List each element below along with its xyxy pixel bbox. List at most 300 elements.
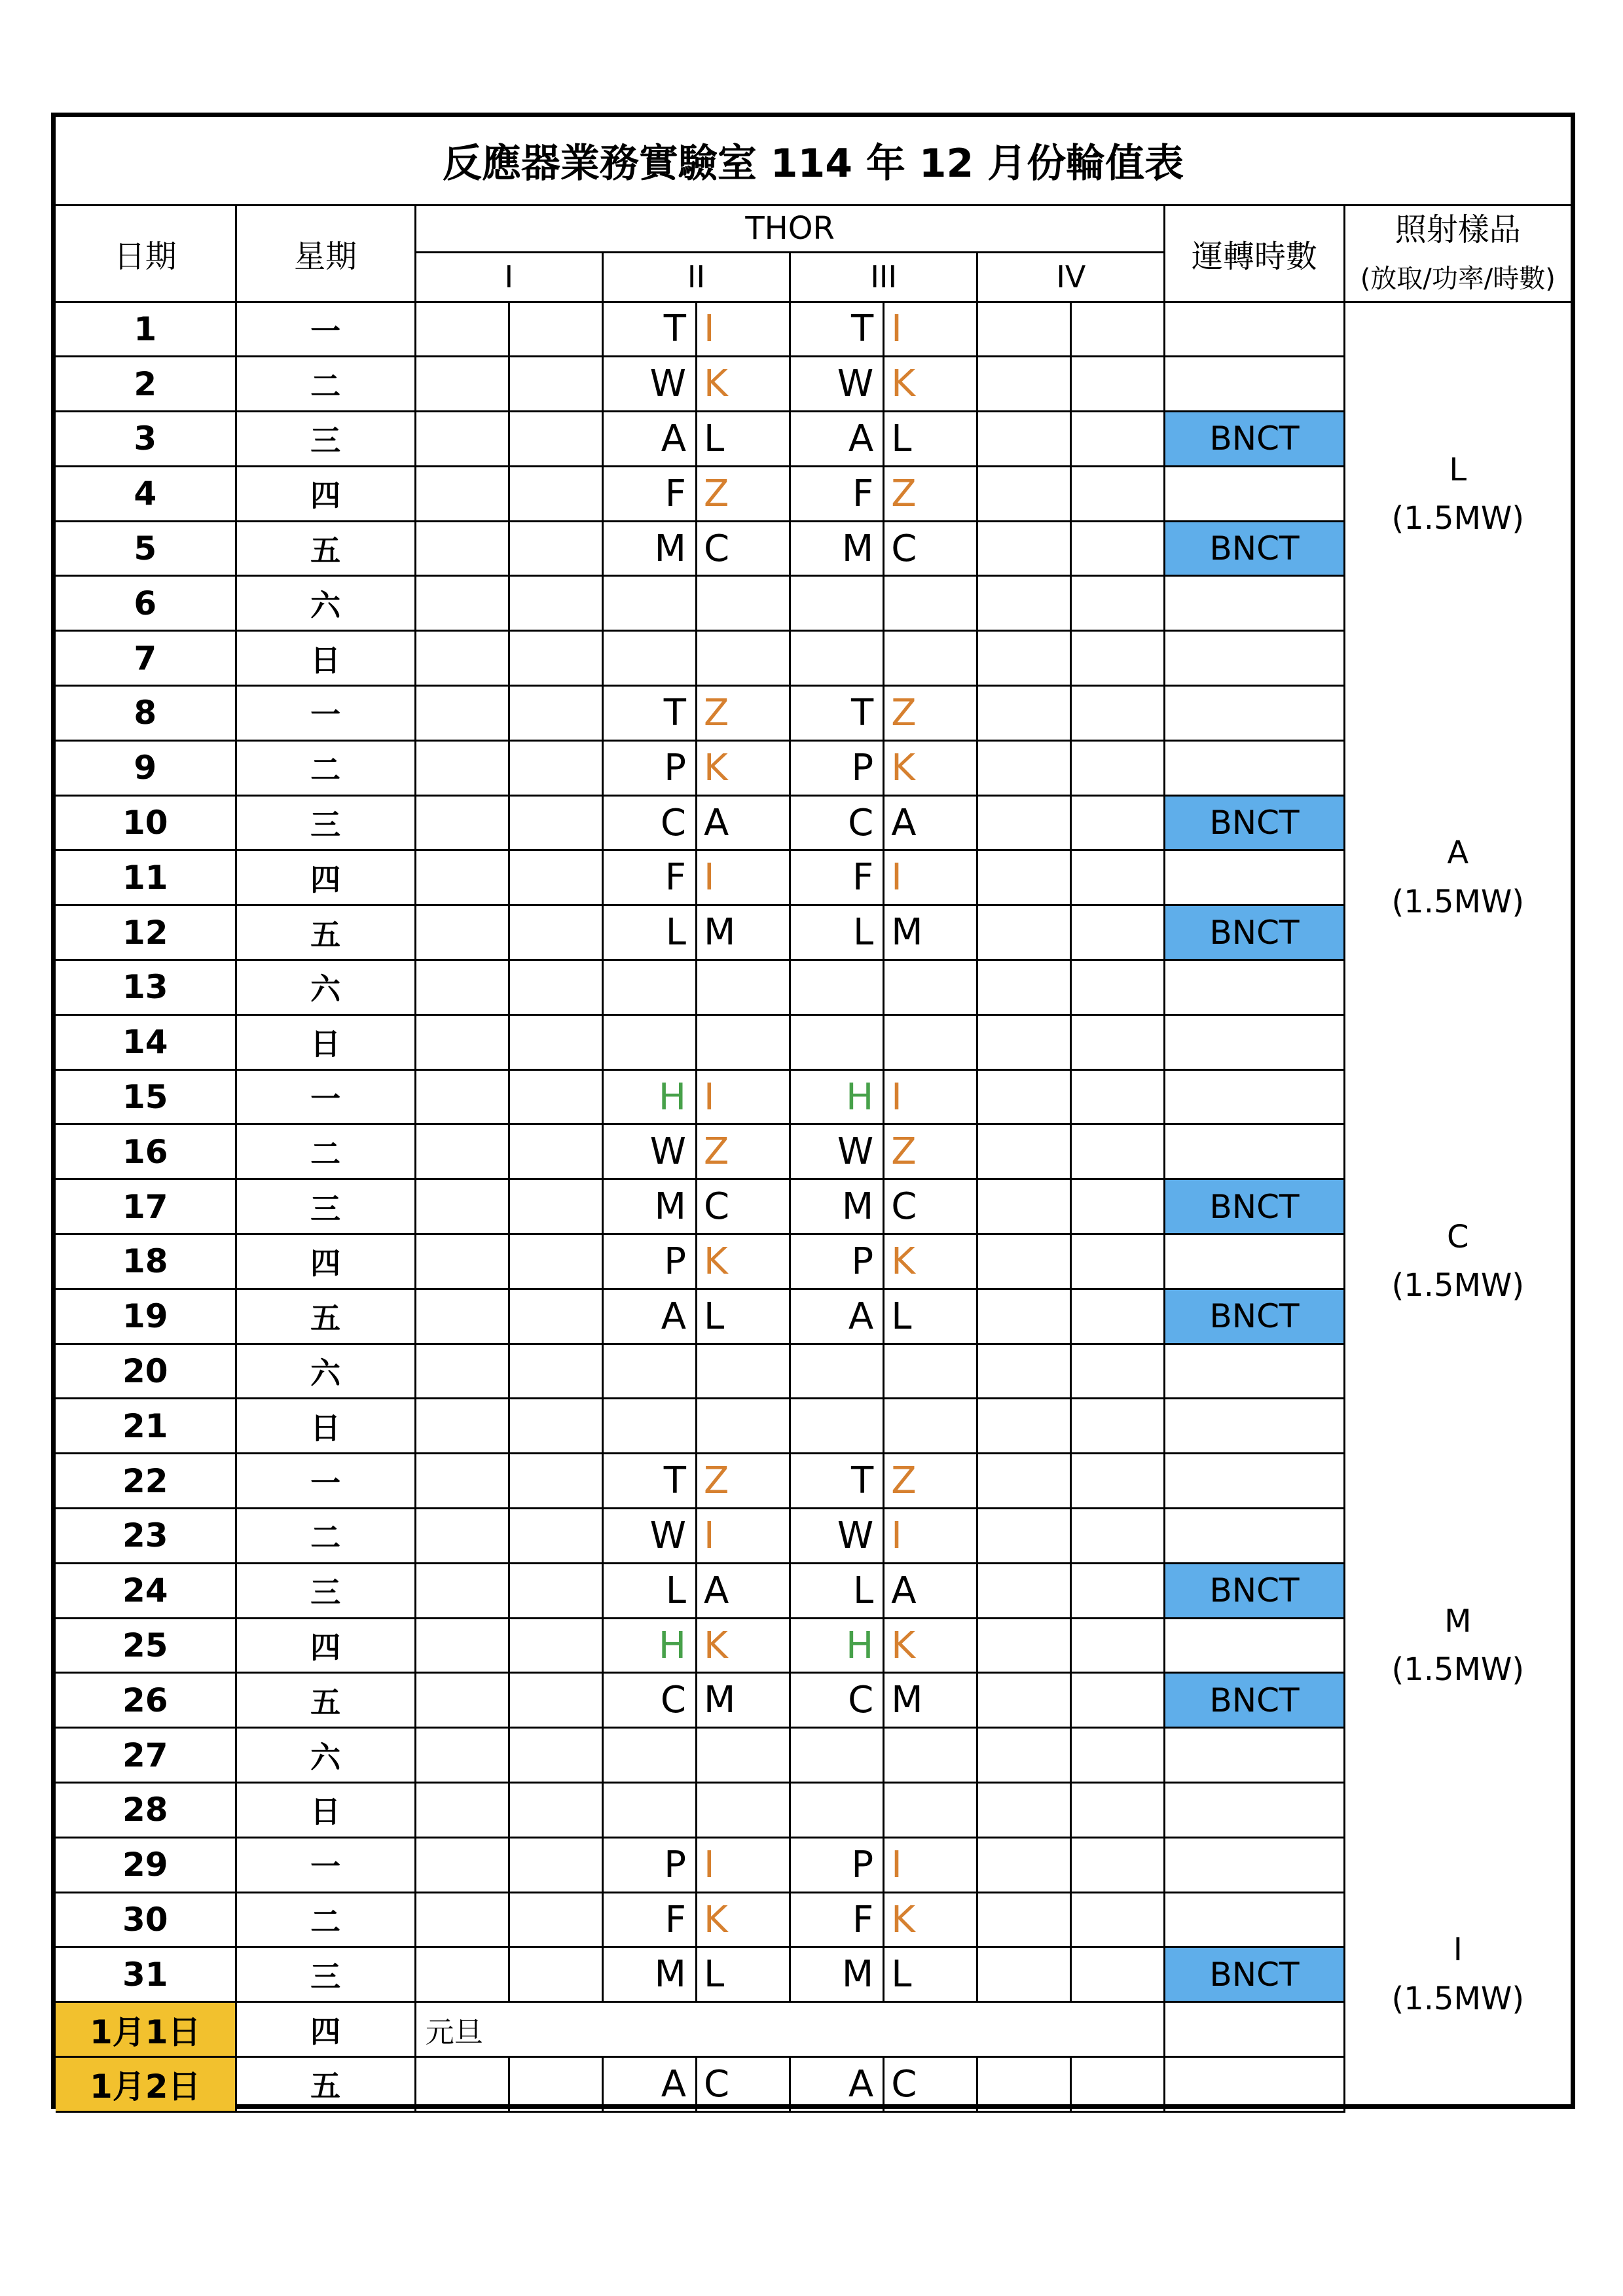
thor-iv-right-cell (1071, 1563, 1165, 1618)
thor-ii-left-cell: W (602, 1509, 696, 1564)
thor-i-left-cell (415, 1837, 509, 1892)
thor-iii-right-cell: K (884, 1234, 977, 1289)
thor-i-right-cell (509, 1947, 602, 2002)
thor-ii-right-cell (697, 1399, 790, 1454)
thor-iv-right-cell (1071, 631, 1165, 686)
hours-cell (1165, 2057, 1344, 2112)
sample-cell (1344, 302, 1571, 686)
date-cell: 23 (56, 1509, 236, 1564)
thor-iii-right-cell: M (884, 1673, 977, 1728)
thor-ii-right-cell: L (697, 412, 790, 467)
table-row (56, 1124, 1571, 1179)
thor-i-right-cell (509, 1892, 602, 1947)
hours-cell (1165, 1344, 1344, 1399)
thor-ii-left-cell: L (602, 905, 696, 960)
sample-name: I (1453, 1931, 1463, 1969)
thor-iii-right-cell: M (884, 905, 977, 960)
thor-i-left-cell (415, 905, 509, 960)
date-cell: 14 (56, 1014, 236, 1069)
header-sample-sub: (放取/功率/時數) (1360, 264, 1556, 294)
table-row (56, 1783, 1571, 1838)
thor-ii-right-cell (697, 1014, 790, 1069)
sample-cell (1344, 686, 1571, 1070)
thor-i-right-cell (509, 1783, 602, 1838)
thor-ii-left-cell: H (602, 1618, 696, 1673)
thor-iii-left-cell: M (790, 1179, 884, 1234)
thor-ii-right-cell (697, 631, 790, 686)
hours-cell (1165, 850, 1344, 905)
thor-iii-left-cell: F (790, 850, 884, 905)
thor-ii-right-cell: M (697, 905, 790, 960)
table-row (56, 1892, 1571, 1947)
thor-iii-left-cell: A (790, 412, 884, 467)
thor-iv-right-cell (1071, 1783, 1165, 1838)
bnct-badge: BNCT (1165, 1563, 1344, 1618)
thor-i-right-cell (509, 1673, 602, 1728)
thor-ii-right-cell: K (697, 1618, 790, 1673)
thor-i-right-cell (509, 576, 602, 631)
thor-ii-left-cell (602, 1783, 696, 1838)
thor-i-right-cell (509, 1509, 602, 1564)
thor-iii-left-cell (790, 576, 884, 631)
thor-iii-right-cell: Z (884, 686, 977, 741)
table-row (56, 1069, 1571, 1124)
thor-iv-left-cell (977, 1399, 1071, 1454)
thor-iv-left-cell (977, 1728, 1071, 1783)
header-sample-title: 照射樣品 (1395, 211, 1521, 248)
weekday-cell: 三 (236, 412, 415, 467)
table-row (56, 1509, 1571, 1564)
thor-iv-right-cell (1071, 466, 1165, 521)
thor-iv-right-cell (1071, 1234, 1165, 1289)
thor-i-left-cell (415, 1728, 509, 1783)
sample-power: (1.5MW) (1391, 1651, 1525, 1689)
thor-i-left-cell (415, 1344, 509, 1399)
thor-iii-right-cell: L (884, 412, 977, 467)
bnct-badge: BNCT (1165, 795, 1344, 850)
date-cell: 1月2日 (56, 2057, 236, 2112)
thor-iv-right-cell (1071, 686, 1165, 741)
thor-ii-left-cell: L (602, 1563, 696, 1618)
thor-iv-right-cell (1071, 1618, 1165, 1673)
thor-iii-left-cell: A (790, 2057, 884, 2112)
thor-i-right-cell (509, 1014, 602, 1069)
thor-iv-right-cell (1071, 1673, 1165, 1728)
hours-cell (1165, 1783, 1344, 1838)
thor-ii-right-cell: K (697, 357, 790, 412)
thor-i-right-cell (509, 1618, 602, 1673)
thor-i-right-cell (509, 740, 602, 795)
table-row (56, 1289, 1571, 1344)
thor-iii-left-cell (790, 1783, 884, 1838)
thor-iii-right-cell: C (884, 521, 977, 576)
thor-iii-left-cell: T (790, 1454, 884, 1509)
sample-name: M (1444, 1602, 1472, 1640)
table-row (56, 850, 1571, 905)
thor-iii-right-cell: K (884, 740, 977, 795)
weekday-cell: 一 (236, 1454, 415, 1509)
thor-iii-right-cell: K (884, 1892, 977, 1947)
weekday-cell: 一 (236, 1069, 415, 1124)
thor-iii-left-cell: W (790, 1509, 884, 1564)
date-cell: 30 (56, 1892, 236, 1947)
thor-iii-left-cell: F (790, 466, 884, 521)
thor-ii-left-cell (602, 576, 696, 631)
thor-iv-left-cell (977, 1947, 1071, 2002)
weekday-cell: 五 (236, 2057, 415, 2112)
thor-i-left-cell (415, 1454, 509, 1509)
thor-iv-left-cell (977, 1124, 1071, 1179)
thor-i-left-cell (415, 1563, 509, 1618)
thor-ii-right-cell: M (697, 1673, 790, 1728)
table-row (56, 302, 1571, 357)
weekday-cell: 三 (236, 1947, 415, 2002)
sample-power: (1.5MW) (1391, 1980, 1525, 2017)
bnct-badge: BNCT (1165, 905, 1344, 960)
thor-iv-right-cell (1071, 1509, 1165, 1564)
thor-iii-left-cell (790, 1344, 884, 1399)
thor-iii-right-cell: A (884, 795, 977, 850)
bnct-badge: BNCT (1165, 1947, 1344, 2002)
thor-i-right-cell (509, 1289, 602, 1344)
thor-iii-left-cell: W (790, 357, 884, 412)
thor-i-right-cell (509, 795, 602, 850)
thor-iv-right-cell (1071, 1454, 1165, 1509)
table-row (56, 2002, 1571, 2057)
weekday-cell: 六 (236, 1344, 415, 1399)
date-cell: 29 (56, 1837, 236, 1892)
thor-ii-left-cell: C (602, 1673, 696, 1728)
weekday-cell: 六 (236, 1728, 415, 1783)
date-cell: 24 (56, 1563, 236, 1618)
thor-ii-left-cell: T (602, 1454, 696, 1509)
thor-iv-right-cell (1071, 1344, 1165, 1399)
thor-iv-left-cell (977, 466, 1071, 521)
thor-ii-left-cell: F (602, 466, 696, 521)
thor-i-left-cell (415, 2057, 509, 2112)
thor-i-right-cell (509, 2057, 602, 2112)
thor-iv-left-cell (977, 850, 1071, 905)
thor-i-left-cell (415, 795, 509, 850)
hours-cell (1165, 960, 1344, 1015)
date-cell: 3 (56, 412, 236, 467)
thor-ii-right-cell (697, 960, 790, 1015)
weekday-cell: 四 (236, 1234, 415, 1289)
thor-i-right-cell (509, 466, 602, 521)
thor-iv-right-cell (1071, 850, 1165, 905)
thor-iv-left-cell (977, 1563, 1071, 1618)
thor-i-left-cell (415, 850, 509, 905)
header-thor-iv: IV (977, 252, 1165, 302)
thor-iv-right-cell (1071, 1014, 1165, 1069)
thor-iii-left-cell: H (790, 1618, 884, 1673)
thor-i-right-cell (509, 850, 602, 905)
weekday-cell: 日 (236, 1783, 415, 1838)
thor-i-left-cell (415, 686, 509, 741)
thor-ii-left-cell: M (602, 521, 696, 576)
thor-ii-right-cell: Z (697, 1454, 790, 1509)
thor-iii-right-cell: A (884, 1563, 977, 1618)
thor-iii-left-cell: H (790, 1069, 884, 1124)
page-title: 反應器業務實驗室 114 年 12 月份輪值表 (56, 117, 1571, 205)
date-cell: 28 (56, 1783, 236, 1838)
thor-iv-right-cell (1071, 576, 1165, 631)
weekday-cell: 一 (236, 1837, 415, 1892)
thor-iii-left-cell: P (790, 740, 884, 795)
thor-ii-right-cell: A (697, 1563, 790, 1618)
thor-ii-left-cell: W (602, 357, 696, 412)
thor-iii-right-cell: K (884, 357, 977, 412)
thor-iv-right-cell (1071, 1399, 1165, 1454)
thor-iii-left-cell (790, 631, 884, 686)
thor-i-left-cell (415, 576, 509, 631)
thor-iv-left-cell (977, 1618, 1071, 1673)
thor-ii-left-cell (602, 631, 696, 686)
thor-iv-right-cell (1071, 740, 1165, 795)
table-row (56, 2057, 1571, 2112)
hours-cell (1165, 631, 1344, 686)
thor-i-right-cell (509, 1563, 602, 1618)
thor-ii-right-cell (697, 1344, 790, 1399)
thor-i-left-cell (415, 412, 509, 467)
thor-iii-right-cell (884, 1344, 977, 1399)
thor-iv-left-cell (977, 631, 1071, 686)
thor-iv-right-cell (1071, 1947, 1165, 2002)
thor-ii-right-cell (697, 576, 790, 631)
thor-iv-left-cell (977, 905, 1071, 960)
weekday-cell: 二 (236, 1124, 415, 1179)
thor-iii-right-cell: I (884, 302, 977, 357)
date-cell: 9 (56, 740, 236, 795)
thor-ii-left-cell: F (602, 1892, 696, 1947)
date-cell: 17 (56, 1179, 236, 1234)
thor-iv-left-cell (977, 740, 1071, 795)
table-row (56, 795, 1571, 850)
date-cell: 16 (56, 1124, 236, 1179)
thor-iv-left-cell (977, 1289, 1071, 1344)
date-cell: 21 (56, 1399, 236, 1454)
thor-iv-right-cell (1071, 795, 1165, 850)
thor-iv-left-cell (977, 1069, 1071, 1124)
thor-ii-right-cell: L (697, 1289, 790, 1344)
thor-ii-right-cell: C (697, 521, 790, 576)
hours-cell (1165, 1124, 1344, 1179)
thor-iii-right-cell (884, 960, 977, 1015)
weekday-cell: 五 (236, 1673, 415, 1728)
table-row (56, 1563, 1571, 1618)
thor-iv-left-cell (977, 357, 1071, 412)
thor-iv-left-cell (977, 795, 1071, 850)
bnct-badge: BNCT (1165, 412, 1344, 467)
thor-iii-right-cell: I (884, 850, 977, 905)
header-thor-i: I (415, 252, 602, 302)
table-row (56, 1399, 1571, 1454)
thor-iv-left-cell (977, 302, 1071, 357)
thor-i-left-cell (415, 357, 509, 412)
thor-iii-right-cell: Z (884, 466, 977, 521)
thor-iv-left-cell (977, 1509, 1071, 1564)
weekday-cell: 二 (236, 357, 415, 412)
hours-cell (1165, 466, 1344, 521)
thor-iv-right-cell (1071, 1179, 1165, 1234)
thor-ii-left-cell: M (602, 1179, 696, 1234)
thor-iii-left-cell (790, 1728, 884, 1783)
weekday-cell: 二 (236, 1892, 415, 1947)
date-cell: 15 (56, 1069, 236, 1124)
holiday-cell: 元旦 (415, 2002, 1165, 2057)
thor-ii-left-cell: T (602, 302, 696, 357)
hours-cell (1165, 740, 1344, 795)
table-row (56, 1344, 1571, 1399)
thor-ii-right-cell: I (697, 1069, 790, 1124)
hours-cell (1165, 357, 1344, 412)
thor-iii-right-cell (884, 576, 977, 631)
thor-ii-left-cell: P (602, 740, 696, 795)
thor-iv-left-cell (977, 1837, 1071, 1892)
hours-cell (1165, 576, 1344, 631)
date-cell: 27 (56, 1728, 236, 1783)
hours-cell (1165, 302, 1344, 357)
thor-ii-right-cell: Z (697, 466, 790, 521)
hours-cell (1165, 1618, 1344, 1673)
sample-name: L (1449, 451, 1467, 488)
table-row (56, 576, 1571, 631)
thor-iii-right-cell (884, 1014, 977, 1069)
thor-iv-right-cell (1071, 960, 1165, 1015)
weekday-cell: 三 (236, 1563, 415, 1618)
date-cell: 11 (56, 850, 236, 905)
hours-cell (1165, 686, 1344, 741)
date-cell: 25 (56, 1618, 236, 1673)
thor-ii-left-cell (602, 1014, 696, 1069)
table-row (56, 521, 1571, 576)
schedule-sheet (51, 113, 1575, 2109)
thor-ii-left-cell: T (602, 686, 696, 741)
thor-iii-left-cell: T (790, 302, 884, 357)
thor-iii-right-cell: Z (884, 1454, 977, 1509)
hours-cell (1165, 1509, 1344, 1564)
duty-roster-table (56, 117, 1571, 2113)
thor-iv-left-cell (977, 1454, 1071, 1509)
thor-i-right-cell (509, 1728, 602, 1783)
date-cell: 12 (56, 905, 236, 960)
weekday-cell: 日 (236, 631, 415, 686)
thor-ii-right-cell (697, 1783, 790, 1838)
hours-cell (1165, 1234, 1344, 1289)
thor-ii-right-cell: C (697, 2057, 790, 2112)
thor-i-left-cell (415, 1179, 509, 1234)
thor-iv-right-cell (1071, 1289, 1165, 1344)
thor-ii-left-cell: W (602, 1124, 696, 1179)
date-cell: 18 (56, 1234, 236, 1289)
weekday-cell: 五 (236, 1289, 415, 1344)
thor-iii-right-cell (884, 1399, 977, 1454)
sample-cell (1344, 1069, 1571, 1454)
thor-ii-left-cell: A (602, 412, 696, 467)
thor-ii-left-cell (602, 1728, 696, 1783)
thor-i-left-cell (415, 631, 509, 686)
thor-iv-right-cell (1071, 1069, 1165, 1124)
thor-i-right-cell (509, 412, 602, 467)
sample-cell (1344, 1837, 1571, 2111)
thor-i-left-cell (415, 1069, 509, 1124)
thor-iii-right-cell: I (884, 1509, 977, 1564)
thor-iv-left-cell (977, 1014, 1071, 1069)
thor-iv-left-cell (977, 1344, 1071, 1399)
date-cell: 4 (56, 466, 236, 521)
thor-ii-right-cell: K (697, 740, 790, 795)
thor-iii-left-cell: M (790, 1947, 884, 2002)
thor-i-left-cell (415, 1892, 509, 1947)
weekday-cell: 二 (236, 740, 415, 795)
table-row (56, 1454, 1571, 1509)
thor-ii-right-cell: K (697, 1234, 790, 1289)
table-row (56, 1014, 1571, 1069)
thor-iv-right-cell (1071, 521, 1165, 576)
hours-cell (1165, 1728, 1344, 1783)
thor-iv-right-cell (1071, 302, 1165, 357)
thor-iii-right-cell: C (884, 1179, 977, 1234)
date-cell: 20 (56, 1344, 236, 1399)
thor-iv-left-cell (977, 960, 1071, 1015)
thor-iii-right-cell: Z (884, 1124, 977, 1179)
date-cell: 26 (56, 1673, 236, 1728)
date-cell: 6 (56, 576, 236, 631)
thor-i-left-cell (415, 1234, 509, 1289)
thor-iii-left-cell: L (790, 905, 884, 960)
weekday-cell: 日 (236, 1399, 415, 1454)
table-row (56, 1728, 1571, 1783)
sample-name: A (1447, 834, 1469, 872)
thor-ii-left-cell (602, 1399, 696, 1454)
date-cell: 1月1日 (56, 2002, 236, 2057)
thor-ii-left-cell: C (602, 795, 696, 850)
thor-iv-right-cell (1071, 1892, 1165, 1947)
sample-power: (1.5MW) (1391, 500, 1525, 537)
thor-ii-right-cell (697, 1728, 790, 1783)
thor-iii-right-cell: K (884, 1618, 977, 1673)
thor-iv-right-cell (1071, 905, 1165, 960)
thor-ii-left-cell: P (602, 1234, 696, 1289)
thor-iii-right-cell (884, 1728, 977, 1783)
thor-iii-right-cell: L (884, 1289, 977, 1344)
thor-i-left-cell (415, 1124, 509, 1179)
thor-iv-left-cell (977, 1892, 1071, 1947)
thor-iv-right-cell (1071, 412, 1165, 467)
table-row (56, 631, 1571, 686)
thor-iii-right-cell: I (884, 1069, 977, 1124)
thor-ii-right-cell: I (697, 1509, 790, 1564)
weekday-cell: 二 (236, 1509, 415, 1564)
sample-name: C (1447, 1219, 1469, 1256)
table-row (56, 1673, 1571, 1728)
table-row (56, 740, 1571, 795)
date-cell: 10 (56, 795, 236, 850)
thor-iv-right-cell (1071, 1124, 1165, 1179)
bnct-badge: BNCT (1165, 521, 1344, 576)
thor-iv-left-cell (977, 521, 1071, 576)
thor-iv-right-cell (1071, 2057, 1165, 2112)
sample-cell (1344, 1454, 1571, 1838)
date-cell: 19 (56, 1289, 236, 1344)
thor-ii-right-cell: Z (697, 1124, 790, 1179)
thor-i-left-cell (415, 740, 509, 795)
thor-i-right-cell (509, 302, 602, 357)
weekday-cell: 五 (236, 521, 415, 576)
weekday-cell: 三 (236, 795, 415, 850)
thor-ii-left-cell (602, 1344, 696, 1399)
thor-iii-right-cell (884, 1783, 977, 1838)
